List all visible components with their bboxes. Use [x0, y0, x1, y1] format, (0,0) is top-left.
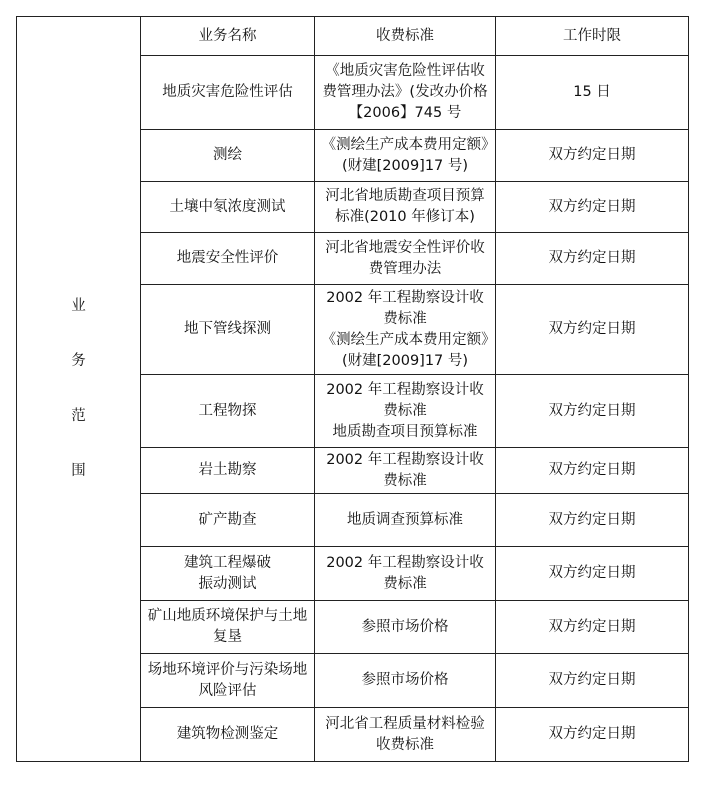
fee-standard-cell: 参照市场价格 [315, 601, 496, 654]
business-name-cell: 矿山地质环境保护与土地复垦 [141, 601, 315, 654]
business-name-cell: 建筑物检测鉴定 [141, 708, 315, 762]
fee-standard-cell: 2002 年工程勘察设计收费标准 [315, 448, 496, 494]
business-name-header: 业务名称 [141, 17, 315, 56]
business-name-cell: 测绘 [141, 130, 315, 182]
time-limit-cell: 双方约定日期 [496, 130, 689, 182]
business-name-cell: 工程物探 [141, 375, 315, 448]
table-header-row [17, 17, 689, 56]
fee-standard-cell: 地质调查预算标准 [315, 494, 496, 547]
business-name-cell: 建筑工程爆破 振动测试 [141, 547, 315, 601]
fee-standard-cell: 河北省地震安全性评价收费管理办法 [315, 233, 496, 285]
business-name-cell: 矿产勘查 [141, 494, 315, 547]
time-limit-cell: 双方约定日期 [496, 654, 689, 708]
fee-standard-cell: 参照市场价格 [315, 654, 496, 708]
fee-standard-header: 收费标准 [315, 17, 496, 56]
fee-standard-cell: 2002 年工程勘察设计收费标准 地质勘查项目预算标准 [315, 375, 496, 448]
time-limit-cell: 双方约定日期 [496, 601, 689, 654]
business-scope-label: 业务范围 [71, 298, 86, 479]
business-name-cell: 土壤中氡浓度测试 [141, 182, 315, 233]
time-limit-cell: 双方约定日期 [496, 708, 689, 762]
time-limit-cell: 双方约定日期 [496, 375, 689, 448]
fee-table-container [16, 16, 688, 762]
time-limit-cell: 双方约定日期 [496, 547, 689, 601]
time-limit-cell: 双方约定日期 [496, 233, 689, 285]
fee-standard-cell: 《地质灾害危险性评估收费管理办法》(发改办价格【2006】745 号 [315, 56, 496, 130]
fee-standard-cell: 2002 年工程勘察设计收费标准 [315, 547, 496, 601]
business-scope-cell [17, 17, 141, 762]
business-name-cell: 场地环境评价与污染场地风险评估 [141, 654, 315, 708]
business-name-cell: 地下管线探测 [141, 285, 315, 375]
business-name-cell: 地质灾害危险性评估 [141, 56, 315, 130]
time-limit-cell: 双方约定日期 [496, 285, 689, 375]
fee-standard-cell: 河北省工程质量材料检验收费标准 [315, 708, 496, 762]
fee-standard-cell: 河北省地质勘查项目预算标准(2010 年修订本) [315, 182, 496, 233]
time-limit-cell: 双方约定日期 [496, 182, 689, 233]
business-fee-table [16, 16, 689, 762]
time-limit-header: 工作时限 [496, 17, 689, 56]
business-name-cell: 岩土勘察 [141, 448, 315, 494]
time-limit-cell: 双方约定日期 [496, 494, 689, 547]
fee-standard-cell: 《测绘生产成本费用定额》(财建[2009]17 号) [315, 130, 496, 182]
time-limit-cell: 15 日 [496, 56, 689, 130]
fee-standard-cell: 2002 年工程勘察设计收费标准 《测绘生产成本费用定额》(财建[2009]17 号) [315, 285, 496, 375]
business-name-cell: 地震安全性评价 [141, 233, 315, 285]
time-limit-cell: 双方约定日期 [496, 448, 689, 494]
